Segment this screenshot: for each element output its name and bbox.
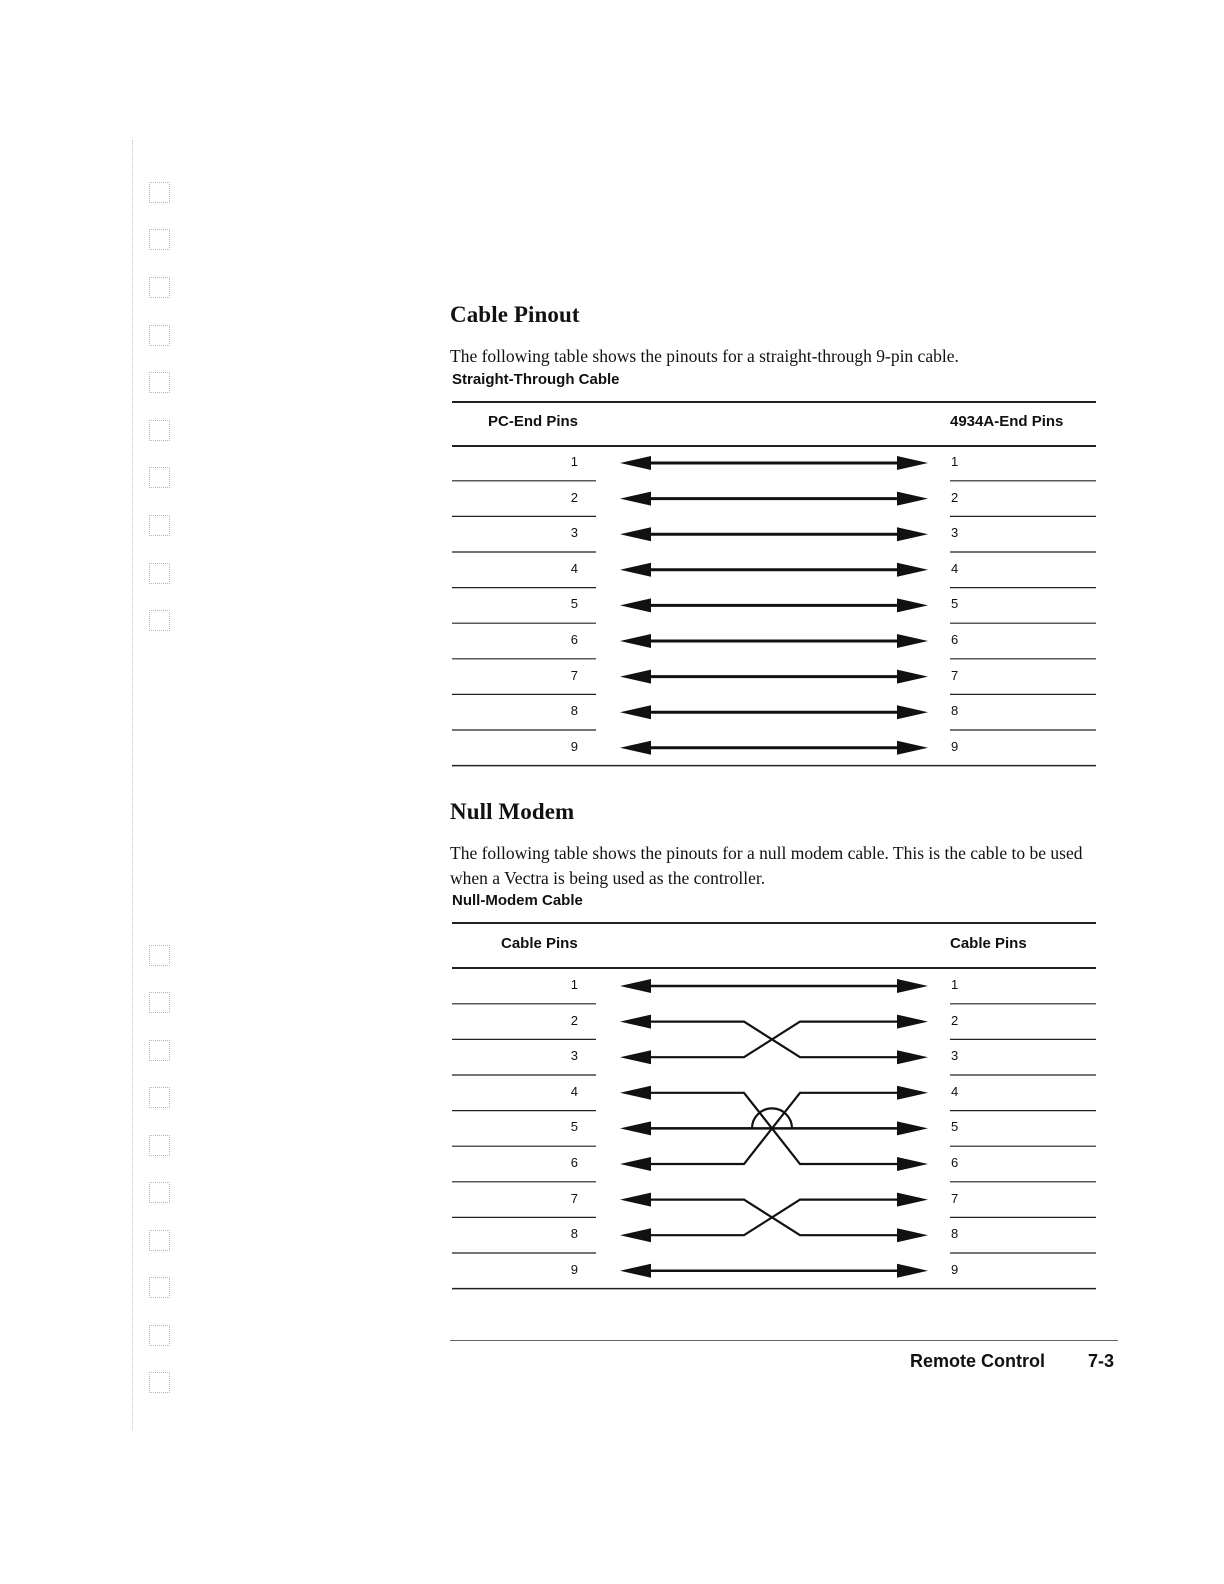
nm-arrow-left <box>620 1264 651 1278</box>
st-arrow-left <box>620 741 651 755</box>
right-pin-label: 4 <box>951 560 959 576</box>
st-arrow-left <box>620 492 651 506</box>
st-arrow-left <box>620 456 651 470</box>
right-pin-label: 7 <box>951 1190 959 1206</box>
section-text-cable-pinout: The following table shows the pinouts for a straight-through 9-pin cable. <box>450 346 959 366</box>
nm-arrow-left <box>620 1228 651 1242</box>
column-header-cable-pins-left: Cable Pins <box>501 935 578 952</box>
right-pin-label: 4 <box>951 1083 959 1099</box>
right-pin-label: 3 <box>951 1048 959 1064</box>
left-pin-label: 1 <box>570 454 578 469</box>
left-pin-label: 6 <box>570 632 578 647</box>
right-pin-label: 6 <box>951 1155 959 1170</box>
st-arrow-right <box>897 456 928 470</box>
st-arrow-right <box>897 563 928 577</box>
nm-arrow-right <box>897 1157 928 1171</box>
right-pin-label: 2 <box>951 1012 959 1028</box>
nm-wire-crossed <box>651 1022 897 1058</box>
nm-arrow-left <box>620 1193 651 1207</box>
right-pin-label: 5 <box>951 1119 959 1135</box>
st-arrow-right <box>897 634 928 648</box>
left-pin-label: 6 <box>570 1155 578 1170</box>
nm-arrow-right <box>897 1264 928 1278</box>
right-pin-label: 3 <box>951 525 959 541</box>
left-pin-label: 9 <box>570 1261 578 1277</box>
footer-section-name: Remote Control <box>910 1351 1045 1371</box>
right-pin-label: 9 <box>951 738 959 754</box>
column-header-cable-pins-right: Cable Pins <box>950 935 1027 952</box>
section-text-null-modem: The following table shows the pinouts for a null modem cable. This is the cable to be used when a Vectra is being used as the controller. <box>450 843 1083 888</box>
footer-page-number: 7-3 <box>1088 1351 1115 1371</box>
st-arrow-left <box>620 563 651 577</box>
left-pin-label: 7 <box>570 667 578 683</box>
left-pin-label: 2 <box>570 1012 578 1028</box>
nm-arrow-right <box>897 979 928 993</box>
st-arrow-right <box>897 670 928 684</box>
st-arrow-left <box>620 670 651 684</box>
st-arrow-right <box>897 705 928 719</box>
nm-arrow-left <box>620 979 651 993</box>
table-caption-straight-through: Straight-Through Cable <box>452 371 620 388</box>
section-title-cable-pinout: Cable Pinout <box>450 302 580 327</box>
nm-arrow-right <box>897 1121 928 1135</box>
right-pin-label: 1 <box>951 977 959 992</box>
footer-rule <box>450 1340 1118 1341</box>
st-arrow-right <box>897 492 928 506</box>
st-arrow-left <box>620 634 651 648</box>
nm-arrow-right <box>897 1086 928 1100</box>
column-header-4934a-end: 4934A-End Pins <box>950 413 1064 430</box>
st-arrow-right <box>897 741 928 755</box>
left-pin-label: 3 <box>570 525 578 541</box>
left-pin-label: 2 <box>570 489 578 505</box>
right-pin-label: 5 <box>951 596 959 612</box>
nm-arrow-left <box>620 1086 651 1100</box>
st-arrow-right <box>897 598 928 612</box>
right-pin-label: 1 <box>951 454 959 469</box>
left-pin-label: 5 <box>570 1119 578 1135</box>
left-pin-label: 4 <box>570 560 578 576</box>
right-pin-label: 9 <box>951 1261 959 1277</box>
nm-arrow-right <box>897 1015 928 1029</box>
left-pin-label: 1 <box>570 977 578 992</box>
st-arrow-left <box>620 527 651 541</box>
left-pin-label: 3 <box>570 1048 578 1064</box>
left-pin-label: 7 <box>570 1190 578 1206</box>
st-arrow-left <box>620 705 651 719</box>
left-pin-label: 8 <box>570 1226 578 1242</box>
nm-arrow-right <box>897 1050 928 1064</box>
left-pin-label: 4 <box>570 1083 578 1099</box>
right-pin-label: 2 <box>951 489 959 505</box>
right-pin-label: 8 <box>951 703 959 719</box>
right-pin-label: 8 <box>951 1226 959 1242</box>
left-pin-label: 8 <box>570 703 578 719</box>
left-pin-label: 5 <box>570 596 578 612</box>
column-header-pc-end: PC-End Pins <box>488 413 579 430</box>
left-pin-label: 9 <box>570 738 578 754</box>
nm-arrow-left <box>620 1050 651 1064</box>
nm-arrow-left <box>620 1121 651 1135</box>
section-title-null-modem: Null Modem <box>450 799 575 824</box>
nm-arrow-right <box>897 1193 928 1207</box>
st-arrow-right <box>897 527 928 541</box>
st-arrow-left <box>620 598 651 612</box>
nm-arrow-right <box>897 1228 928 1242</box>
nm-wire-crossed <box>651 1200 897 1236</box>
nm-arrow-left <box>620 1157 651 1171</box>
nm-arrow-left <box>620 1015 651 1029</box>
table-caption-null-modem: Null-Modem Cable <box>452 892 583 909</box>
right-pin-label: 6 <box>951 632 959 647</box>
right-pin-label: 7 <box>951 667 959 683</box>
